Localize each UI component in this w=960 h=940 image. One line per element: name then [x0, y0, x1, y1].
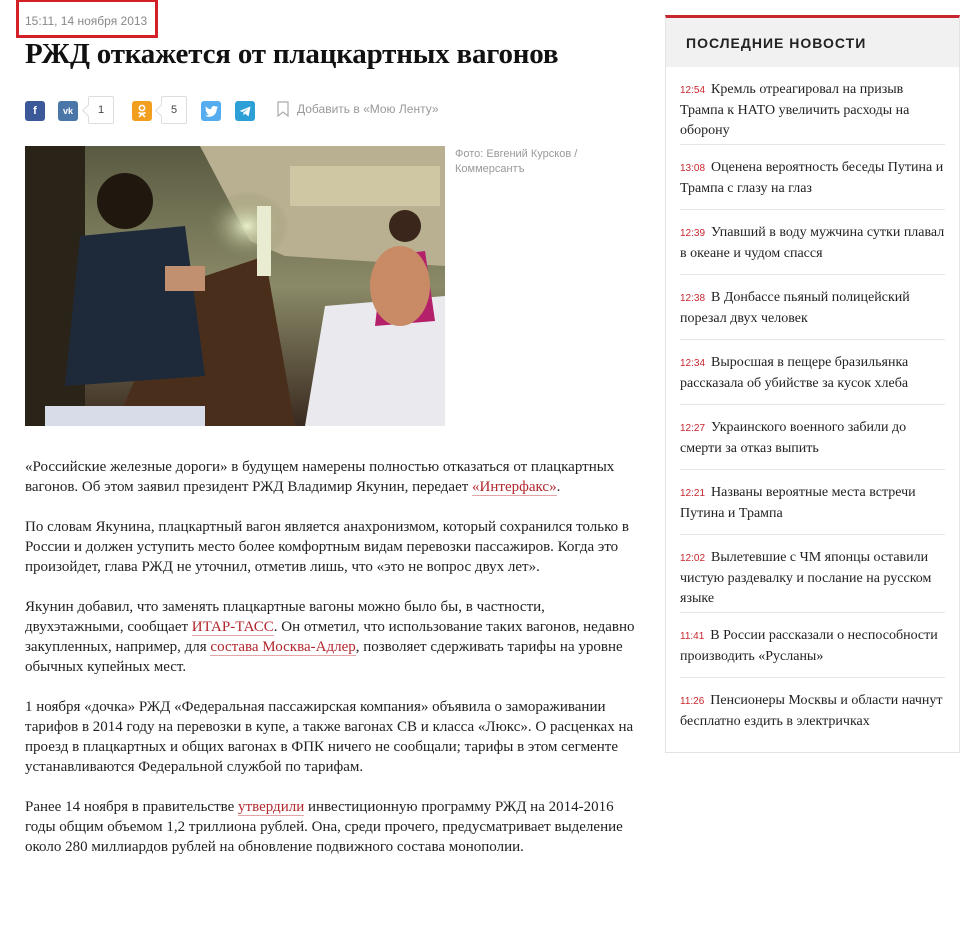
news-time: 12:38: [680, 293, 706, 304]
news-headline[interactable]: Названы вероятные места встречи Путина и Трампа: [680, 485, 916, 521]
news-headline[interactable]: Оценена вероятность беседы Путина и Трампа с глазу на глаз: [680, 160, 944, 196]
news-item[interactable]: [680, 613, 945, 678]
news-time: 12:21: [680, 488, 706, 499]
facebook-icon: f: [33, 105, 37, 117]
latest-news-sidebar: [665, 15, 960, 753]
ok-share-count: 5: [161, 96, 187, 124]
news-headline[interactable]: В Донбассе пьяный полицейский порезал двух человек: [680, 290, 910, 326]
news-time: 12:39: [680, 228, 706, 239]
news-time: 12:34: [680, 358, 706, 369]
twitter-share-button[interactable]: [201, 101, 221, 121]
news-item[interactable]: [680, 145, 945, 210]
paragraph: Якунин добавил, что заменять плацкартные вагоны можно было бы, в частности, двухэтажными, сообщает ИТАР-ТАСС. Он отметил, что использование таких вагонов, недавно закупленных, например, для состава Москва-Адлер, позволяет сдерживать тарифы на уровне обычных купейных мест.: [25, 599, 635, 675]
news-item[interactable]: [680, 67, 945, 145]
interfax-link[interactable]: «Интерфакс»: [472, 479, 557, 495]
news-time: 12:02: [680, 553, 706, 564]
news-headline[interactable]: Украинского военного забили до смерти за отказ выпить: [680, 420, 907, 456]
article-date: 15:11, 14 ноября 2013: [25, 14, 148, 28]
paragraph: По словам Якунина, плацкартный вагон является анахронизмом, который сохранился только в России и должен уступить место более комфортным видам перевозки пассажиров. Когда это произойдет, глава РЖД не уточнил, отметив лишь, что «это не вопрос двух лет».: [25, 519, 629, 575]
add-to-my-feed-button[interactable]: [277, 101, 439, 117]
vk-share-count: 1: [88, 96, 114, 124]
article-title: РЖД откажется от плацкартных вагонов: [25, 38, 559, 70]
news-headline[interactable]: Пенсионеры Москвы и области начнут бесплатно ездить в электричках: [680, 693, 943, 729]
share-bar: [25, 97, 485, 125]
news-item[interactable]: [680, 275, 945, 340]
facebook-share-button[interactable]: [25, 101, 45, 121]
news-headline[interactable]: Упавший в воду мужчина сутки плавал в океане и чудом спасся: [680, 225, 945, 261]
odnoklassniki-share-button[interactable]: [132, 101, 152, 121]
moscow-adler-train-link[interactable]: состава Москва-Адлер: [210, 639, 356, 655]
news-time: 13:08: [680, 163, 706, 174]
news-item[interactable]: [680, 405, 945, 470]
news-item[interactable]: [680, 470, 945, 535]
photo-caption: Фото: Евгений Курсков / Коммерсантъ: [455, 148, 578, 175]
telegram-icon: [239, 106, 251, 117]
news-time: 11:41: [680, 631, 705, 642]
news-time: 12:27: [680, 423, 706, 434]
vk-icon: vk: [62, 106, 73, 116]
telegram-share-button[interactable]: [235, 101, 255, 121]
news-item[interactable]: [680, 678, 945, 743]
bookmark-icon: [277, 101, 289, 117]
twitter-icon: [205, 106, 218, 117]
paragraph: Ранее 14 ноября в правительстве утвердили инвестиционную программу РЖД на 2014-2016 годы общим объемом 1,2 триллиона рублей. Она, среди прочего, предусматривает выделение около 280 миллиардов рублей на обновление подвижного состава монополии.: [25, 799, 623, 855]
news-time: 12:54: [680, 85, 706, 96]
news-headline[interactable]: Выросшая в пещере бразильянка рассказала об убийстве за кусок хлеба: [680, 355, 909, 391]
add-to-my-feed-label: Добавить в «Мою Ленту»: [297, 102, 439, 116]
article-body: [25, 457, 645, 877]
itar-tass-link[interactable]: ИТАР-ТАСС: [191, 619, 274, 635]
vk-share-button[interactable]: [58, 101, 78, 121]
paragraph: «Российские железные дороги» в будущем намерены полностью отказаться от плацкартных вагонов. Об этом заявил президент РЖД Владимир Якунин, передает «Интерфакс».: [25, 459, 615, 495]
latest-news-list: [666, 67, 959, 743]
latest-news-heading: ПОСЛЕДНИЕ НОВОСТИ: [666, 18, 959, 67]
news-item[interactable]: [680, 340, 945, 405]
news-item[interactable]: [680, 210, 945, 275]
approved-link[interactable]: утвердили: [238, 799, 305, 815]
news-headline[interactable]: В России рассказали о неспособности производить «Русланы»: [680, 628, 938, 664]
news-time: 11:26: [680, 696, 705, 707]
news-headline[interactable]: Вылетевшие с ЧМ японцы оставили чистую раздевалку и послание на русском языке: [680, 550, 932, 606]
news-item[interactable]: [680, 535, 945, 613]
news-headline[interactable]: Кремль отреагировал на призыв Трампа к НАТО увеличить расходы на оборону: [680, 82, 910, 138]
article-photo: [25, 146, 445, 426]
odnoklassniki-icon: [136, 104, 148, 118]
paragraph: 1 ноября «дочка» РЖД «Федеральная пассажирская компания» объявила о замораживании тарифов в 2014 году на перевозки в купе, а также вагонах СВ и класса «Люкс». О расценках на проезд в плацкартных и общих вагонах в ФПК ничего не сообщали; тарифы в этом сегменте устанавливаются Федеральной службой по тарифам.: [25, 699, 634, 775]
